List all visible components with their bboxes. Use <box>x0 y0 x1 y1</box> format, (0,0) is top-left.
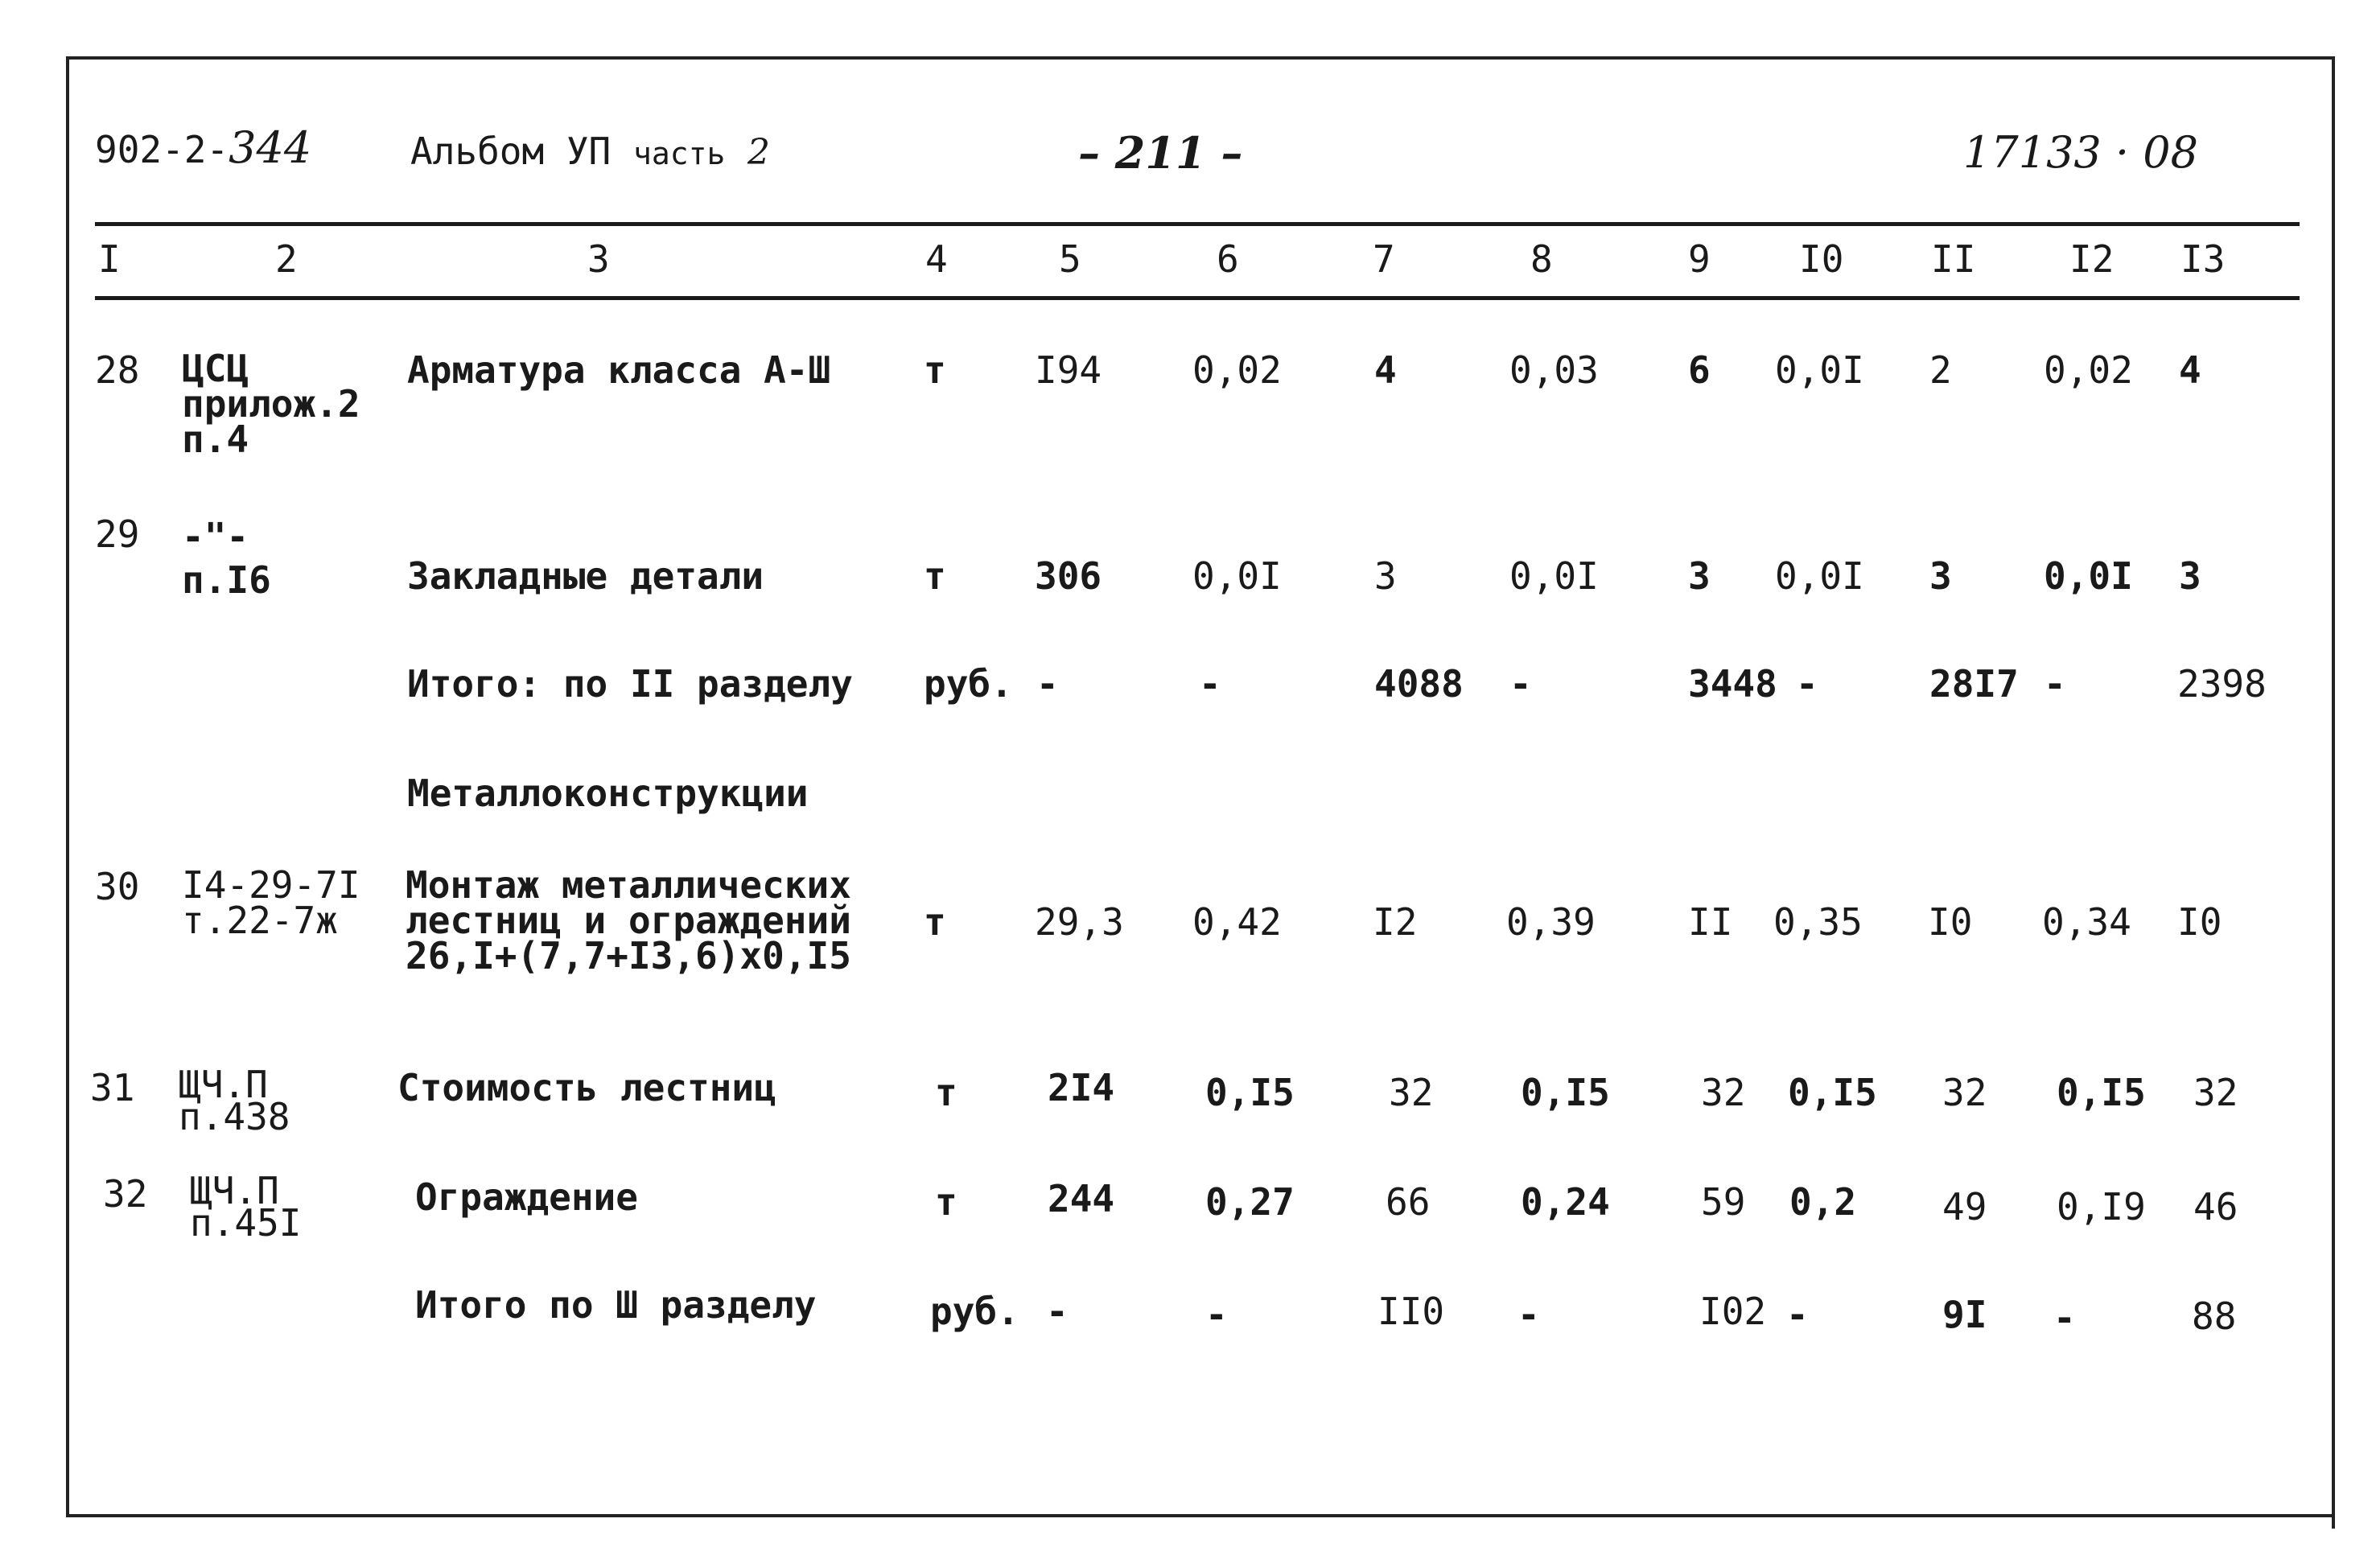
col-header-1: I <box>98 237 121 281</box>
cell-c12: 0,I5 <box>2057 1071 2146 1114</box>
page-frame-right <box>2332 56 2335 1529</box>
cell-c7: 3 <box>1374 554 1397 598</box>
cell-c13: 2398 <box>2177 662 2267 706</box>
col-header-6: 6 <box>1217 237 1239 281</box>
cell-c10: 0,35 <box>1773 900 1863 944</box>
cell-c12: 0,0I <box>2044 554 2133 598</box>
col-header-10: I0 <box>1799 237 1844 281</box>
page-frame-bottom <box>66 1514 2335 1517</box>
cell-c10: - <box>1796 662 1818 706</box>
cell-c12: 0,34 <box>2042 900 2131 944</box>
header-rule-bottom <box>95 296 2300 300</box>
cell-c8: - <box>1517 1293 1540 1336</box>
cell-c11: 2 <box>1929 348 1952 392</box>
cell-c7: 32 <box>1389 1071 1434 1114</box>
cell-c10: - <box>1786 1293 1809 1336</box>
cell-c6: 0,I5 <box>1205 1071 1295 1114</box>
row-unit: руб. <box>930 1290 1019 1333</box>
cell-c13: 32 <box>2193 1071 2238 1114</box>
row-number: 28 <box>95 348 140 392</box>
cell-c5: 306 <box>1035 554 1102 598</box>
row-number: 30 <box>95 865 140 908</box>
cell-c13: 3 <box>2179 554 2201 598</box>
row-number: 32 <box>103 1172 148 1216</box>
cell-c7: 66 <box>1386 1180 1431 1224</box>
row-name: Стоимость лестниц <box>397 1066 776 1109</box>
cell-c10: 0,0I <box>1775 554 1864 598</box>
cell-c12: 0,I9 <box>2057 1185 2146 1228</box>
cell-c6: 0,0I <box>1192 554 1282 598</box>
cell-c10: 0,2 <box>1789 1180 1857 1224</box>
cell-c9: 3448 <box>1688 662 1777 706</box>
cell-c9: 3 <box>1688 554 1711 598</box>
cell-c13: 46 <box>2193 1185 2238 1228</box>
page-frame-left <box>66 56 69 1514</box>
row-code: ЩЧ.П п.45I <box>190 1169 302 1245</box>
header-rule-top <box>95 222 2300 226</box>
row-name: Монтаж металлических лестниц и ограждений 26,I+(7,7+I3,6)x0,I5 <box>406 863 851 977</box>
cell-c10: 0,0I <box>1775 348 1864 392</box>
col-header-13: I3 <box>2180 237 2226 281</box>
col-header-8: 8 <box>1530 237 1553 281</box>
cell-c6: 0,27 <box>1205 1180 1295 1224</box>
cell-c10: 0,I5 <box>1788 1071 1877 1114</box>
row-unit: т <box>935 1071 957 1114</box>
row-number: 31 <box>90 1066 135 1109</box>
cell-c5: 29,3 <box>1035 900 1124 944</box>
cell-c11: 28I7 <box>1929 662 2019 706</box>
row-name: Арматура класса А-Ш <box>407 348 831 392</box>
cell-c11: I0 <box>1928 900 1973 944</box>
row-code: -"- п.I6 <box>182 515 271 602</box>
col-header-5: 5 <box>1059 237 1081 281</box>
col-header-9: 9 <box>1688 237 1711 281</box>
page-frame-top <box>66 56 2335 60</box>
cell-c5: 244 <box>1048 1177 1115 1220</box>
cell-c9: II <box>1688 900 1733 944</box>
cell-c13: 88 <box>2192 1294 2237 1338</box>
cell-c9: 59 <box>1701 1180 1746 1224</box>
row-name: Ограждение <box>415 1175 638 1219</box>
row-unit: т <box>924 900 946 944</box>
col-header-3: 3 <box>587 237 610 281</box>
row-unit: т <box>935 1180 957 1224</box>
cell-c6: 0,42 <box>1192 900 1282 944</box>
cell-c9: 6 <box>1688 348 1711 392</box>
col-header-2: 2 <box>275 237 298 281</box>
row-number: 29 <box>95 512 140 556</box>
row-name: Итого: по II разделу <box>407 662 853 706</box>
cell-c7: 4 <box>1374 348 1397 392</box>
cell-c12: - <box>2053 1296 2076 1340</box>
cell-c13: 4 <box>2179 348 2201 392</box>
row-unit: т <box>924 348 946 392</box>
col-header-4: 4 <box>925 237 948 281</box>
cell-c5: 2I4 <box>1048 1066 1115 1109</box>
cell-c6: - <box>1199 662 1221 706</box>
album-label: Альбом УП часть 2 <box>410 130 771 173</box>
cell-c6: 0,02 <box>1192 348 1282 392</box>
section-heading: Металлоконструкции <box>407 772 809 815</box>
row-unit: т <box>924 554 946 598</box>
cell-c8: - <box>1509 662 1532 706</box>
cell-c11: 3 <box>1929 554 1952 598</box>
cell-c5: - <box>1046 1290 1069 1333</box>
cell-c7: II0 <box>1377 1290 1445 1333</box>
cell-c9: 32 <box>1701 1071 1746 1114</box>
row-unit: руб. <box>924 662 1013 706</box>
row-name: Итого по Ш разделу <box>415 1283 817 1327</box>
cell-c6: - <box>1205 1293 1228 1336</box>
cell-c8: 0,0I <box>1509 554 1599 598</box>
cell-c8: 0,03 <box>1509 348 1599 392</box>
document-number: 17133 · 08 <box>1963 127 2198 178</box>
cell-c8: 0,I5 <box>1521 1071 1610 1114</box>
cell-c11: 9I <box>1942 1293 1987 1336</box>
cell-c8: 0,39 <box>1506 900 1596 944</box>
cell-c5: I94 <box>1035 348 1102 392</box>
col-header-7: 7 <box>1373 237 1395 281</box>
col-header-11: II <box>1931 237 1976 281</box>
cell-c11: 32 <box>1942 1071 1987 1114</box>
row-code: ЦСЦ прилож.2 п.4 <box>182 347 360 461</box>
cell-c11: 49 <box>1942 1185 1987 1228</box>
row-code: ЩЧ.П п.438 <box>179 1063 290 1138</box>
cell-c12: 0,02 <box>2044 348 2133 392</box>
cell-c12: - <box>2044 662 2066 706</box>
cell-c7: 4088 <box>1374 662 1464 706</box>
cell-c13: I0 <box>2177 900 2222 944</box>
project-code: 902-2-344 <box>95 122 312 173</box>
page-number: – 211 – <box>1078 127 1243 179</box>
cell-c5: - <box>1036 662 1059 706</box>
row-code: I4-29-7I т.22-7ж <box>182 863 360 942</box>
cell-c8: 0,24 <box>1521 1180 1610 1224</box>
cell-c7: I2 <box>1373 900 1418 944</box>
row-name: Закладные детали <box>407 554 764 598</box>
col-header-12: I2 <box>2069 237 2115 281</box>
cell-c9: I02 <box>1699 1290 1767 1333</box>
